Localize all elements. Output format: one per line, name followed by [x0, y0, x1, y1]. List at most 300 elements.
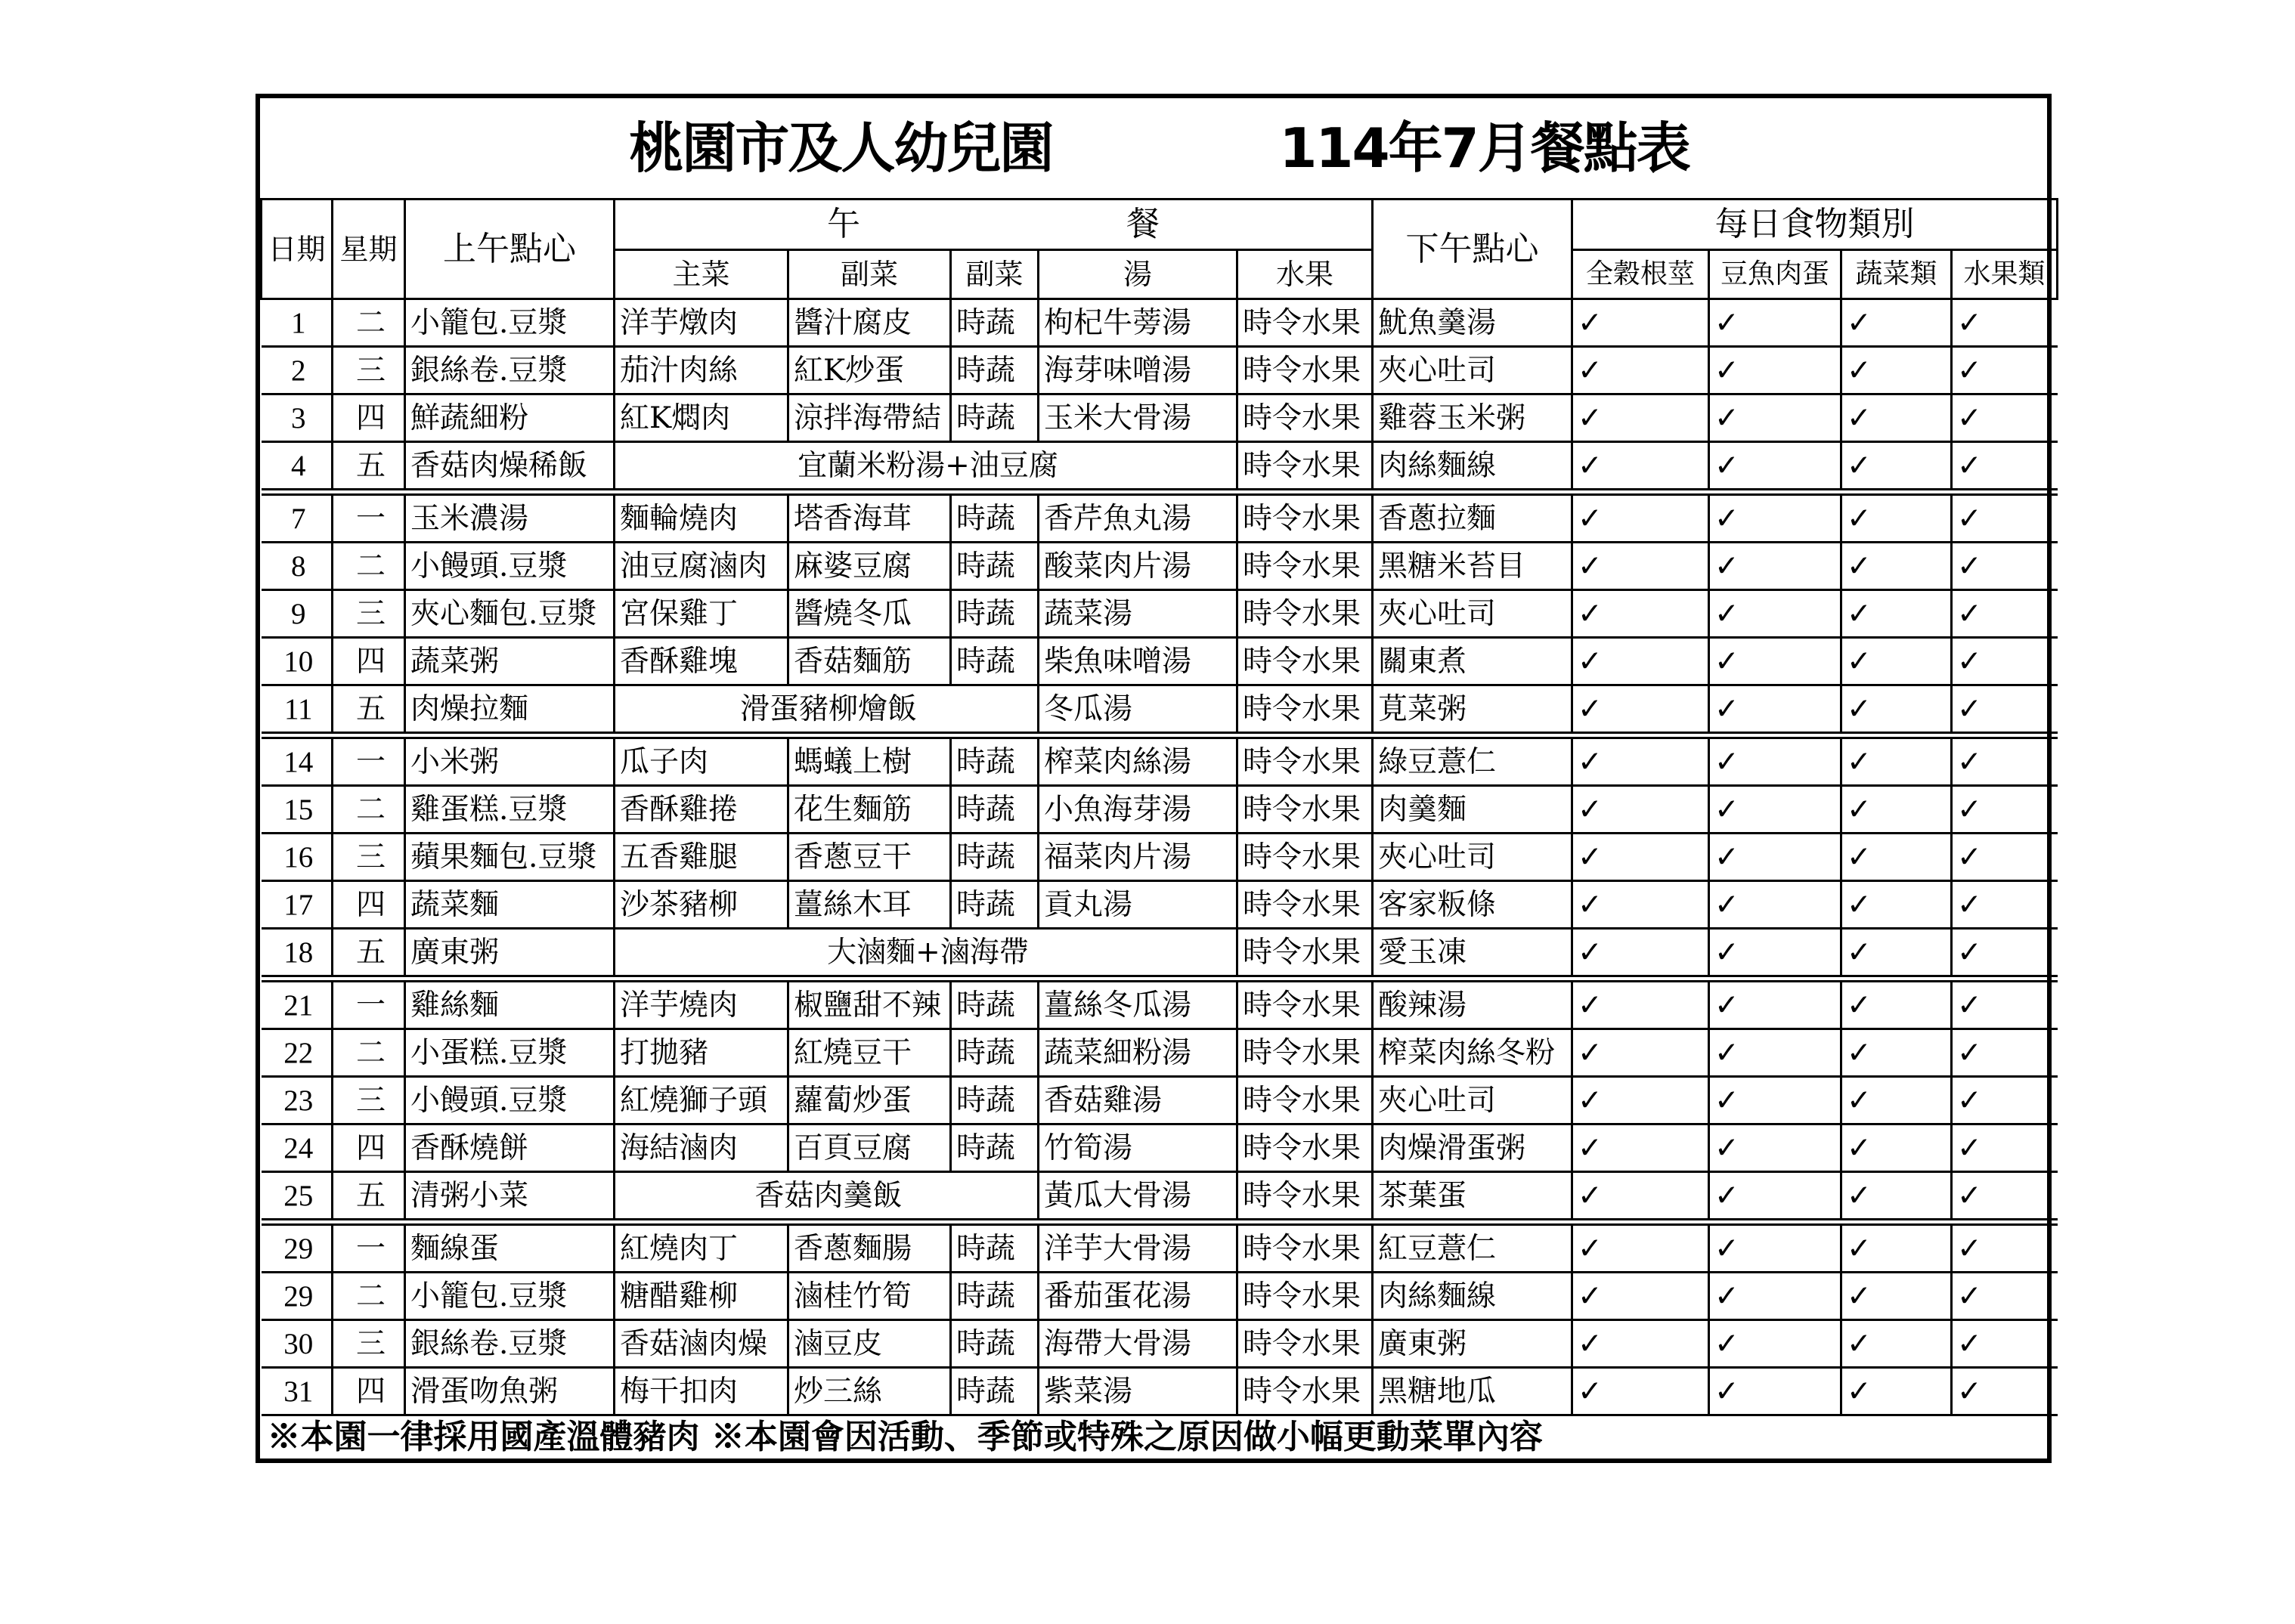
- side-dish-2-cell: 時蔬: [951, 638, 1039, 685]
- afternoon-snack-cell: 廣東粥: [1373, 1320, 1572, 1368]
- vegetables-check-cell: [1841, 685, 1952, 736]
- weekday-cell: 二: [333, 299, 405, 347]
- date-cell: 1: [262, 299, 333, 347]
- weekday-cell: 四: [333, 1124, 405, 1172]
- main-dish-cell: 紅K燜肉: [615, 394, 788, 442]
- afternoon-snack-cell: 夾心吐司: [1373, 834, 1572, 881]
- weekday-cell: 一: [333, 492, 405, 543]
- fruit-cell: 時令水果: [1237, 1172, 1373, 1223]
- check-icon: ✓: [1847, 691, 1872, 726]
- morning-snack-cell: 夾心麵包.豆漿: [405, 590, 615, 638]
- fruit-cell: 時令水果: [1237, 394, 1373, 442]
- soup-cell: 黃瓜大骨湯: [1039, 1172, 1237, 1223]
- morning-snack-cell: 麵線蛋: [405, 1222, 615, 1273]
- weekday-cell: 一: [333, 979, 405, 1029]
- vegetables-check-cell: [1841, 881, 1952, 929]
- date-cell: 7: [262, 492, 333, 543]
- main-dish-cell: 梅干扣肉: [615, 1368, 788, 1415]
- check-icon: ✓: [1847, 1178, 1872, 1213]
- date-cell: 17: [262, 881, 333, 929]
- fruits-check-cell: [1952, 1124, 2058, 1172]
- grains-check-cell: [1572, 1222, 1709, 1273]
- fruits-check-cell: [1952, 834, 2058, 881]
- main-dish-cell: 香酥雞捲: [615, 786, 788, 834]
- grains-check-cell: [1572, 881, 1709, 929]
- main-dish-cell: 瓜子肉: [615, 735, 788, 786]
- grains-check-cell: [1572, 492, 1709, 543]
- afternoon-snack-cell: 肉羹麵: [1373, 786, 1572, 834]
- weekday-cell: 三: [333, 1320, 405, 1368]
- check-icon: ✓: [1578, 596, 1603, 631]
- fruits-check-cell: [1952, 735, 2058, 786]
- check-icon: ✓: [1714, 1083, 1739, 1118]
- check-icon: ✓: [1578, 840, 1603, 874]
- morning-snack-cell: 小蛋糕.豆漿: [405, 1029, 615, 1077]
- morning-snack-cell: 蘋果麵包.豆漿: [405, 834, 615, 881]
- main-dish-cell: 打拋豬: [615, 1029, 788, 1077]
- check-icon: ✓: [1957, 1131, 1982, 1165]
- menu-body: [262, 299, 2058, 1415]
- fruit-cell: 時令水果: [1237, 638, 1373, 685]
- header-vegetables: 蔬菜類: [1841, 250, 1952, 299]
- protein-check-cell: [1709, 929, 1841, 979]
- vegetables-check-cell: [1841, 1368, 1952, 1415]
- date-cell: 14: [262, 735, 333, 786]
- morning-snack-cell: 雞絲麵: [405, 979, 615, 1029]
- grains-check-cell: [1572, 1124, 1709, 1172]
- fruits-check-cell: [1952, 1368, 2058, 1415]
- date-cell: 25: [262, 1172, 333, 1223]
- protein-check-cell: [1709, 543, 1841, 590]
- fruits-check-cell: [1952, 786, 2058, 834]
- header-grains: 全穀根莖: [1572, 250, 1709, 299]
- check-icon: ✓: [1714, 448, 1739, 483]
- morning-snack-cell: 滑蛋吻魚粥: [405, 1368, 615, 1415]
- check-icon: ✓: [1847, 1131, 1872, 1165]
- side-dish-1-cell: 香菇麵筋: [788, 638, 951, 685]
- check-icon: ✓: [1847, 840, 1872, 874]
- check-icon: ✓: [1714, 935, 1739, 970]
- grains-check-cell: [1572, 299, 1709, 347]
- grains-check-cell: [1572, 394, 1709, 442]
- grains-check-cell: [1572, 929, 1709, 979]
- afternoon-snack-cell: 肉絲麵線: [1373, 442, 1572, 493]
- side-dish-1-cell: 滷桂竹筍: [788, 1273, 951, 1320]
- weekday-cell: 三: [333, 590, 405, 638]
- side-dish-2-cell: 時蔬: [951, 299, 1039, 347]
- menu-row: [262, 786, 2058, 834]
- soup-cell: 貢丸湯: [1039, 881, 1237, 929]
- check-icon: ✓: [1714, 840, 1739, 874]
- vegetables-check-cell: [1841, 442, 1952, 493]
- side-dish-2-cell: 時蔬: [951, 881, 1039, 929]
- side-dish-1-cell: 麻婆豆腐: [788, 543, 951, 590]
- protein-check-cell: [1709, 1273, 1841, 1320]
- menu-row: [262, 492, 2058, 543]
- protein-check-cell: [1709, 1172, 1841, 1223]
- check-icon: ✓: [1957, 887, 1982, 922]
- morning-snack-cell: 雞蛋糕.豆漿: [405, 786, 615, 834]
- check-icon: ✓: [1578, 935, 1603, 970]
- protein-check-cell: [1709, 492, 1841, 543]
- date-cell: 31: [262, 1368, 333, 1415]
- check-icon: ✓: [1847, 644, 1872, 679]
- check-icon: ✓: [1957, 840, 1982, 874]
- vegetables-check-cell: [1841, 394, 1952, 442]
- side-dish-1-cell: 涼拌海帶結: [788, 394, 951, 442]
- soup-cell: 酸菜肉片湯: [1039, 543, 1237, 590]
- main-dish-cell: 麵輪燒肉: [615, 492, 788, 543]
- fruit-cell: 時令水果: [1237, 1222, 1373, 1273]
- check-icon: ✓: [1847, 1374, 1872, 1409]
- side-dish-2-cell: 時蔬: [951, 590, 1039, 638]
- weekday-cell: 五: [333, 929, 405, 979]
- fruit-cell: 時令水果: [1237, 543, 1373, 590]
- afternoon-snack-cell: 莧菜粥: [1373, 685, 1572, 736]
- check-icon: ✓: [1957, 401, 1982, 435]
- weekday-cell: 四: [333, 1368, 405, 1415]
- weekday-cell: 三: [333, 1077, 405, 1124]
- fruits-check-cell: [1952, 685, 2058, 736]
- menu-row: [262, 347, 2058, 394]
- fruits-check-cell: [1952, 299, 2058, 347]
- morning-snack-cell: 小饅頭.豆漿: [405, 543, 615, 590]
- grains-check-cell: [1572, 638, 1709, 685]
- side-dish-1-cell: 螞蟻上樹: [788, 735, 951, 786]
- weekday-cell: 二: [333, 543, 405, 590]
- fruits-check-cell: [1952, 543, 2058, 590]
- grains-check-cell: [1572, 786, 1709, 834]
- check-icon: ✓: [1714, 988, 1739, 1022]
- date-cell: 9: [262, 590, 333, 638]
- lunch-combined-cell: 香菇肉羹飯: [615, 1172, 1039, 1223]
- grains-check-cell: [1572, 1273, 1709, 1320]
- side-dish-1-cell: 香蔥豆干: [788, 834, 951, 881]
- check-icon: ✓: [1714, 1231, 1739, 1266]
- menu-row: [262, 735, 2058, 786]
- soup-cell: 番茄蛋花湯: [1039, 1273, 1237, 1320]
- check-icon: ✓: [1847, 596, 1872, 631]
- check-icon: ✓: [1847, 549, 1872, 583]
- afternoon-snack-cell: 雞蓉玉米粥: [1373, 394, 1572, 442]
- fruit-cell: 時令水果: [1237, 1368, 1373, 1415]
- vegetables-check-cell: [1841, 543, 1952, 590]
- soup-cell: 榨菜肉絲湯: [1039, 735, 1237, 786]
- fruit-cell: 時令水果: [1237, 834, 1373, 881]
- side-dish-2-cell: 時蔬: [951, 786, 1039, 834]
- check-icon: ✓: [1957, 353, 1982, 388]
- afternoon-snack-cell: 夾心吐司: [1373, 590, 1572, 638]
- weekday-cell: 三: [333, 834, 405, 881]
- grains-check-cell: [1572, 979, 1709, 1029]
- afternoon-snack-cell: 夾心吐司: [1373, 1077, 1572, 1124]
- weekday-cell: 四: [333, 394, 405, 442]
- menu-row: [262, 1320, 2058, 1368]
- soup-cell: 蔬菜湯: [1039, 590, 1237, 638]
- vegetables-check-cell: [1841, 1222, 1952, 1273]
- fruit-cell: 時令水果: [1237, 979, 1373, 1029]
- header-protein: 豆魚肉蛋: [1709, 250, 1841, 299]
- soup-cell: 玉米大骨湯: [1039, 394, 1237, 442]
- check-icon: ✓: [1578, 744, 1603, 779]
- weekday-cell: 五: [333, 1172, 405, 1223]
- afternoon-snack-cell: 黑糖米苔目: [1373, 543, 1572, 590]
- side-dish-1-cell: 炒三絲: [788, 1368, 951, 1415]
- menu-row: [262, 834, 2058, 881]
- check-icon: ✓: [1847, 1083, 1872, 1118]
- fruit-cell: 時令水果: [1237, 881, 1373, 929]
- check-icon: ✓: [1957, 935, 1982, 970]
- check-icon: ✓: [1578, 988, 1603, 1022]
- vegetables-check-cell: [1841, 1172, 1952, 1223]
- menu-row: [262, 1124, 2058, 1172]
- date-cell: 23: [262, 1077, 333, 1124]
- main-dish-cell: 沙茶豬柳: [615, 881, 788, 929]
- check-icon: ✓: [1714, 401, 1739, 435]
- weekday-cell: 一: [333, 735, 405, 786]
- main-dish-cell: 宮保雞丁: [615, 590, 788, 638]
- check-icon: ✓: [1714, 1374, 1739, 1409]
- morning-snack-cell: 小籠包.豆漿: [405, 1273, 615, 1320]
- menu-row: [262, 299, 2058, 347]
- soup-cell: 洋芋大骨湯: [1039, 1222, 1237, 1273]
- afternoon-snack-cell: 榨菜肉絲冬粉: [1373, 1029, 1572, 1077]
- fruits-check-cell: [1952, 638, 2058, 685]
- protein-check-cell: [1709, 979, 1841, 1029]
- check-icon: ✓: [1578, 401, 1603, 435]
- check-icon: ✓: [1714, 691, 1739, 726]
- side-dish-1-cell: 花生麵筋: [788, 786, 951, 834]
- fruit-cell: 時令水果: [1237, 1029, 1373, 1077]
- soup-cell: 香菇雞湯: [1039, 1077, 1237, 1124]
- menu-row: [262, 1222, 2058, 1273]
- vegetables-check-cell: [1841, 492, 1952, 543]
- side-dish-1-cell: 紅燒豆干: [788, 1029, 951, 1077]
- check-icon: ✓: [1714, 792, 1739, 827]
- side-dish-1-cell: 醬燒冬瓜: [788, 590, 951, 638]
- date-cell: 3: [262, 394, 333, 442]
- menu-period: 114年7月餐點表: [1279, 116, 1690, 180]
- header-afternoon-snack: 下午點心: [1373, 200, 1572, 299]
- fruit-cell: 時令水果: [1237, 299, 1373, 347]
- check-icon: ✓: [1847, 792, 1872, 827]
- date-cell: 29: [262, 1273, 333, 1320]
- menu-row: [262, 1172, 2058, 1223]
- soup-cell: 福菜肉片湯: [1039, 834, 1237, 881]
- main-dish-cell: 糖醋雞柳: [615, 1273, 788, 1320]
- vegetables-check-cell: [1841, 1273, 1952, 1320]
- date-cell: 30: [262, 1320, 333, 1368]
- menu-row: [262, 929, 2058, 979]
- menu-row: [262, 1273, 2058, 1320]
- side-dish-2-cell: 時蔬: [951, 1320, 1039, 1368]
- check-icon: ✓: [1957, 988, 1982, 1022]
- afternoon-snack-cell: 肉燥滑蛋粥: [1373, 1124, 1572, 1172]
- fruit-cell: 時令水果: [1237, 347, 1373, 394]
- check-icon: ✓: [1714, 353, 1739, 388]
- check-icon: ✓: [1578, 887, 1603, 922]
- check-icon: ✓: [1847, 1035, 1872, 1070]
- fruit-cell: 時令水果: [1237, 786, 1373, 834]
- grains-check-cell: [1572, 685, 1709, 736]
- date-cell: 24: [262, 1124, 333, 1172]
- protein-check-cell: [1709, 394, 1841, 442]
- check-icon: ✓: [1847, 401, 1872, 435]
- soup-cell: 枸杞牛蒡湯: [1039, 299, 1237, 347]
- header-date: 日期: [262, 200, 333, 299]
- fruit-cell: 時令水果: [1237, 1320, 1373, 1368]
- header-fruits: 水果類: [1952, 250, 2058, 299]
- grains-check-cell: [1572, 1172, 1709, 1223]
- protein-check-cell: [1709, 1320, 1841, 1368]
- side-dish-2-cell: 時蔬: [951, 979, 1039, 1029]
- check-icon: ✓: [1578, 549, 1603, 583]
- protein-check-cell: [1709, 1029, 1841, 1077]
- grains-check-cell: [1572, 1368, 1709, 1415]
- vegetables-check-cell: [1841, 1029, 1952, 1077]
- check-icon: ✓: [1957, 1326, 1982, 1361]
- fruits-check-cell: [1952, 1172, 2058, 1223]
- grains-check-cell: [1572, 735, 1709, 786]
- date-cell: 16: [262, 834, 333, 881]
- date-cell: 2: [262, 347, 333, 394]
- check-icon: ✓: [1714, 1326, 1739, 1361]
- check-icon: ✓: [1714, 501, 1739, 536]
- side-dish-2-cell: 時蔬: [951, 1368, 1039, 1415]
- side-dish-2-cell: 時蔬: [951, 394, 1039, 442]
- afternoon-snack-cell: 茶葉蛋: [1373, 1172, 1572, 1223]
- check-icon: ✓: [1578, 1326, 1603, 1361]
- side-dish-2-cell: 時蔬: [951, 834, 1039, 881]
- vegetables-check-cell: [1841, 590, 1952, 638]
- main-dish-cell: 油豆腐滷肉: [615, 543, 788, 590]
- protein-check-cell: [1709, 1077, 1841, 1124]
- check-icon: ✓: [1578, 691, 1603, 726]
- check-icon: ✓: [1847, 887, 1872, 922]
- soup-cell: 海芽味噌湯: [1039, 347, 1237, 394]
- date-cell: 21: [262, 979, 333, 1029]
- check-icon: ✓: [1714, 744, 1739, 779]
- menu-row: [262, 685, 2058, 736]
- check-icon: ✓: [1847, 353, 1872, 388]
- protein-check-cell: [1709, 347, 1841, 394]
- lunch-combined-cell: 宜蘭米粉湯+油豆腐: [615, 442, 1237, 493]
- soup-cell: 香芹魚丸湯: [1039, 492, 1237, 543]
- check-icon: ✓: [1578, 1231, 1603, 1266]
- check-icon: ✓: [1578, 1178, 1603, 1213]
- weekday-cell: 四: [333, 881, 405, 929]
- afternoon-snack-cell: 黑糖地瓜: [1373, 1368, 1572, 1415]
- morning-snack-cell: 蔬菜粥: [405, 638, 615, 685]
- check-icon: ✓: [1957, 1178, 1982, 1213]
- fruit-cell: 時令水果: [1237, 735, 1373, 786]
- fruit-cell: 時令水果: [1237, 492, 1373, 543]
- fruits-check-cell: [1952, 1320, 2058, 1368]
- main-dish-cell: 洋芋燒肉: [615, 979, 788, 1029]
- morning-snack-cell: 小饅頭.豆漿: [405, 1077, 615, 1124]
- check-icon: ✓: [1714, 596, 1739, 631]
- check-icon: ✓: [1847, 988, 1872, 1022]
- main-dish-cell: 茄汁肉絲: [615, 347, 788, 394]
- vegetables-check-cell: [1841, 735, 1952, 786]
- main-dish-cell: 洋芋燉肉: [615, 299, 788, 347]
- weekday-cell: 五: [333, 442, 405, 493]
- footer-note: ※本園一律採用國產溫體豬肉 ※本園會因活動、季節或特殊之原因做小幅更動菜單內容: [262, 1415, 2058, 1459]
- check-icon: ✓: [1578, 448, 1603, 483]
- menu-table: [260, 98, 2058, 1459]
- grains-check-cell: [1572, 1029, 1709, 1077]
- afternoon-snack-cell: 夾心吐司: [1373, 347, 1572, 394]
- header-soup: 湯: [1039, 250, 1237, 299]
- main-dish-cell: 香菇滷肉燥: [615, 1320, 788, 1368]
- soup-cell: 海帶大骨湯: [1039, 1320, 1237, 1368]
- check-icon: ✓: [1714, 549, 1739, 583]
- grains-check-cell: [1572, 442, 1709, 493]
- afternoon-snack-cell: 香蔥拉麵: [1373, 492, 1572, 543]
- protein-check-cell: [1709, 1368, 1841, 1415]
- vegetables-check-cell: [1841, 347, 1952, 394]
- soup-cell: 蔬菜細粉湯: [1039, 1029, 1237, 1077]
- protein-check-cell: [1709, 786, 1841, 834]
- check-icon: ✓: [1957, 549, 1982, 583]
- check-icon: ✓: [1578, 1083, 1603, 1118]
- morning-snack-cell: 蔬菜麵: [405, 881, 615, 929]
- side-dish-1-cell: 椒鹽甜不辣: [788, 979, 951, 1029]
- fruits-check-cell: [1952, 492, 2058, 543]
- check-icon: ✓: [1578, 1374, 1603, 1409]
- fruits-check-cell: [1952, 347, 2058, 394]
- date-cell: 11: [262, 685, 333, 736]
- check-icon: ✓: [1578, 792, 1603, 827]
- vegetables-check-cell: [1841, 1124, 1952, 1172]
- menu-row: [262, 1368, 2058, 1415]
- weekday-cell: 二: [333, 786, 405, 834]
- protein-check-cell: [1709, 735, 1841, 786]
- check-icon: ✓: [1847, 1279, 1872, 1313]
- fruit-cell: 時令水果: [1237, 590, 1373, 638]
- main-dish-cell: 海結滷肉: [615, 1124, 788, 1172]
- check-icon: ✓: [1957, 792, 1982, 827]
- menu-row: [262, 590, 2058, 638]
- grains-check-cell: [1572, 543, 1709, 590]
- protein-check-cell: [1709, 1124, 1841, 1172]
- check-icon: ✓: [1957, 691, 1982, 726]
- header-weekday: 星期: [333, 200, 405, 299]
- header-fruit: 水果: [1237, 250, 1373, 299]
- protein-check-cell: [1709, 299, 1841, 347]
- side-dish-2-cell: 時蔬: [951, 492, 1039, 543]
- afternoon-snack-cell: 酸辣湯: [1373, 979, 1572, 1029]
- protein-check-cell: [1709, 834, 1841, 881]
- afternoon-snack-cell: 關東煮: [1373, 638, 1572, 685]
- afternoon-snack-cell: 客家粄條: [1373, 881, 1572, 929]
- side-dish-1-cell: 醬汁腐皮: [788, 299, 951, 347]
- side-dish-2-cell: 時蔬: [951, 1029, 1039, 1077]
- morning-snack-cell: 小籠包.豆漿: [405, 299, 615, 347]
- soup-cell: 紫菜湯: [1039, 1368, 1237, 1415]
- afternoon-snack-cell: 紅豆薏仁: [1373, 1222, 1572, 1273]
- morning-snack-cell: 鮮蔬細粉: [405, 394, 615, 442]
- menu-row: [262, 442, 2058, 493]
- menu-row: [262, 638, 2058, 685]
- vegetables-check-cell: [1841, 834, 1952, 881]
- header-main-dish: 主菜: [615, 250, 788, 299]
- school-name: 桃園市及人幼兒園: [629, 116, 1053, 180]
- afternoon-snack-cell: 愛玉凍: [1373, 929, 1572, 979]
- fruit-cell: 時令水果: [1237, 929, 1373, 979]
- menu-row: [262, 1029, 2058, 1077]
- side-dish-1-cell: 塔香海茸: [788, 492, 951, 543]
